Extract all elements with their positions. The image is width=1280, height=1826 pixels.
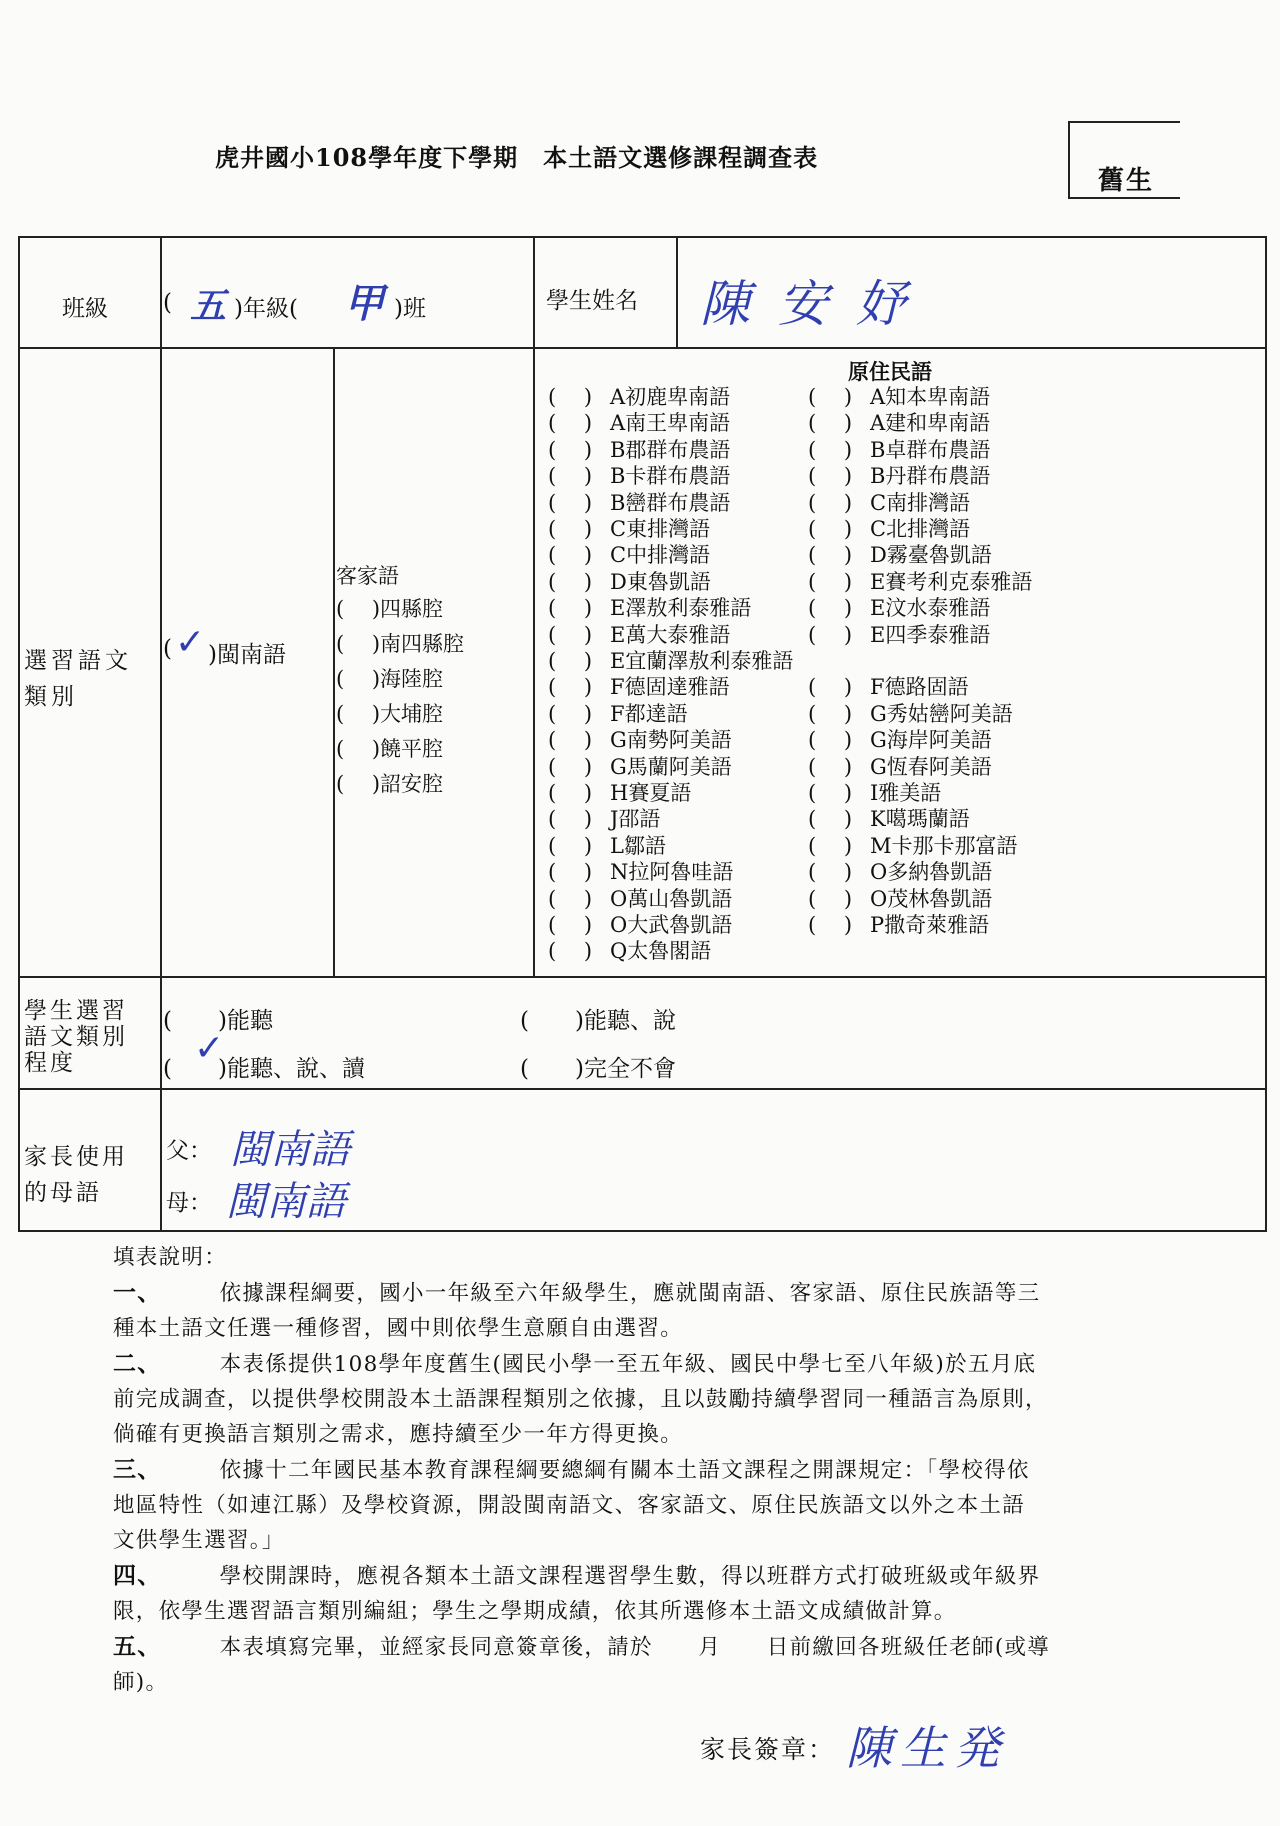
indigenous-option-label: E澤敖利泰雅語 xyxy=(610,596,752,621)
indigenous-option-checkbox[interactable]: ( ) xyxy=(548,754,593,779)
note-5-number: 五、 xyxy=(113,1633,162,1660)
indigenous-option-checkbox[interactable]: ( ) xyxy=(548,913,593,937)
indigenous-option-checkbox[interactable]: ( ) xyxy=(808,569,853,594)
level-option-listen-speak[interactable]: ( )能聽、說 xyxy=(520,1008,676,1034)
indigenous-option-checkbox[interactable]: ( ) xyxy=(548,886,593,911)
indigenous-option-checkbox[interactable]: ( ) xyxy=(548,385,593,409)
note-3-text: 依據十二年國民基本教育課程綱要總綱有關本土語文課程之開課規定：「學校得依 xyxy=(219,1458,1030,1483)
indigenous-option-label: C中排灣語 xyxy=(610,543,711,568)
mother-tongue-label-2: 的母語 xyxy=(24,1180,102,1206)
indigenous-option-checkbox[interactable]: ( ) xyxy=(808,437,853,462)
indigenous-option-label: J邵語 xyxy=(610,807,661,832)
indigenous-option-label: P撒奇萊雅語 xyxy=(870,913,990,937)
indigenous-option-checkbox[interactable]: ( ) xyxy=(808,728,853,753)
hakka-title: 客家語 xyxy=(336,564,399,588)
indigenous-option-label: E汶水泰雅語 xyxy=(870,596,991,621)
indigenous-option-checkbox[interactable]: ( ) xyxy=(808,490,853,515)
indigenous-option-checkbox[interactable]: ( ) xyxy=(808,596,853,621)
note-1-text: 依據課程綱要，國小一年級至六年級學生，應就閩南語、客家語、原住民族語等三 xyxy=(219,1281,1041,1306)
indigenous-option-label: F都達語 xyxy=(610,701,688,726)
level-label-2: 語文類別 xyxy=(24,1024,128,1050)
level-label-3: 程度 xyxy=(24,1050,76,1076)
indigenous-title: 原住民語 xyxy=(848,359,932,384)
note-2-text-cont: 前完成調查，以提供學校開設本土語課程類別之依據，且以鼓勵持續學習同一種語言為原則， xyxy=(113,1387,1048,1412)
grade-suffix: )年級( xyxy=(234,296,298,322)
indigenous-option-checkbox[interactable]: ( ) xyxy=(548,622,593,647)
minnan-option: )閩南語 xyxy=(208,642,286,668)
note-3-text-cont: 地區特性（如連江縣）及學校資源，開設閩南語文、客家語文、原住民族語文以外之本土語 xyxy=(113,1493,1026,1518)
class-value[interactable]: 甲 xyxy=(344,281,384,327)
indigenous-option-label: I雅美語 xyxy=(870,781,942,805)
note-4-text: 學校開課時，應視各類本土語文課程選習學生數，得以班群方式打破班級或年級界 xyxy=(219,1564,1041,1589)
indigenous-option-checkbox[interactable]: ( ) xyxy=(548,464,593,489)
indigenous-option-label: O多納魯凱語 xyxy=(870,860,993,885)
indigenous-option-checkbox[interactable]: ( ) xyxy=(548,860,593,885)
minnan-open-paren: ( xyxy=(163,636,172,662)
class-label: 班級 xyxy=(62,296,108,322)
indigenous-option-label: O萬山魯凱語 xyxy=(610,886,733,911)
level-label-1: 學生選習 xyxy=(24,998,128,1024)
indigenous-option-checkbox[interactable]: ( ) xyxy=(548,728,593,753)
indigenous-option-checkbox[interactable]: ( ) xyxy=(548,833,593,858)
indigenous-option-label: F德固達雅語 xyxy=(610,675,730,700)
indigenous-option-checkbox[interactable]: ( ) xyxy=(548,675,593,700)
indigenous-list xyxy=(548,384,1258,974)
level-check-icon[interactable]: ✓ xyxy=(194,1028,225,1069)
indigenous-option-checkbox[interactable]: ( ) xyxy=(548,701,593,726)
note-1-text-cont: 種本土語文任選一種修習，國中則依學生意願自由選習。 xyxy=(113,1316,684,1341)
indigenous-option-label: B卡群布農語 xyxy=(610,464,731,489)
indigenous-option-checkbox[interactable]: ( ) xyxy=(808,860,853,885)
indigenous-option-checkbox[interactable]: ( ) xyxy=(808,385,853,409)
indigenous-option-checkbox[interactable]: ( ) xyxy=(808,913,853,937)
hakka-option[interactable]: ( )饒平腔 xyxy=(336,737,444,761)
level-option-none[interactable]: ( )完全不會 xyxy=(520,1056,676,1082)
indigenous-option-label: E四季泰雅語 xyxy=(870,622,991,647)
indigenous-option-checkbox[interactable]: ( ) xyxy=(548,411,593,436)
indigenous-option-label: H賽夏語 xyxy=(610,781,692,805)
indigenous-option-label: C南排灣語 xyxy=(870,490,971,515)
indigenous-option-checkbox[interactable]: ( ) xyxy=(808,833,853,858)
indigenous-option-checkbox[interactable]: ( ) xyxy=(808,781,853,805)
indigenous-option-label: Q太魯閣語 xyxy=(610,939,712,964)
father-label: 父： xyxy=(166,1138,212,1164)
indigenous-option-label: B巒群布農語 xyxy=(610,490,731,515)
indigenous-option-label: O茂林魯凱語 xyxy=(870,886,993,911)
indigenous-option-label: A知本卑南語 xyxy=(870,385,991,409)
indigenous-option-label: G海岸阿美語 xyxy=(870,728,992,753)
hakka-option[interactable]: ( )大埔腔 xyxy=(336,702,444,726)
note-2-number: 二、 xyxy=(113,1350,162,1377)
language-category-label-2: 類別 xyxy=(24,684,78,710)
note-3-number: 三、 xyxy=(113,1456,162,1483)
grade-open-paren: ( xyxy=(163,290,172,316)
form-title: 虎井國小108學年度下學期 本土語文選修課程調查表 xyxy=(215,143,819,172)
indigenous-option-label: E宜蘭澤敖利泰雅語 xyxy=(610,649,794,673)
indigenous-option-label: B郡群布農語 xyxy=(610,437,731,462)
hakka-option[interactable]: ( )南四縣腔 xyxy=(336,632,465,656)
indigenous-option-label: F德路固語 xyxy=(870,675,969,700)
indigenous-option-checkbox[interactable]: ( ) xyxy=(808,807,853,832)
mother-language[interactable]: 閩南語 xyxy=(226,1179,346,1225)
level-option-listen[interactable]: ( )能聽 xyxy=(163,1008,273,1034)
note-4-text-cont: 限，依學生選習語言類別編組；學生之學期成績，依其所選修本土語文成績做計算。 xyxy=(113,1599,957,1624)
indigenous-option-checkbox[interactable]: ( ) xyxy=(808,543,853,568)
indigenous-option-checkbox[interactable]: ( ) xyxy=(548,490,593,515)
indigenous-option-label: L鄒語 xyxy=(610,833,666,858)
indigenous-option-label: G馬蘭阿美語 xyxy=(610,754,732,779)
indigenous-option-checkbox[interactable]: ( ) xyxy=(808,886,853,911)
indigenous-option-label: D東魯凱語 xyxy=(610,569,711,594)
indigenous-option-checkbox[interactable]: ( ) xyxy=(808,675,853,700)
signature-value[interactable]: 陳生発 xyxy=(846,1721,1008,1775)
indigenous-option-checkbox[interactable]: ( ) xyxy=(808,464,853,489)
minnan-check-icon[interactable]: ✓ xyxy=(175,622,206,663)
indigenous-option-checkbox[interactable]: ( ) xyxy=(548,807,593,832)
indigenous-option-label: N拉阿魯哇語 xyxy=(610,860,734,885)
hakka-option[interactable]: ( )詔安腔 xyxy=(336,772,444,796)
grade-value[interactable]: 五 xyxy=(190,286,227,327)
indigenous-option-checkbox[interactable]: ( ) xyxy=(548,649,593,673)
note-2-text-cont2: 倘確有更換語言類別之需求，應持續至少一年方得更換。 xyxy=(113,1422,684,1447)
indigenous-option-checkbox[interactable]: ( ) xyxy=(548,543,593,568)
indigenous-option-label: A初鹿卑南語 xyxy=(610,385,731,409)
level-option-listen-label: )能聽 xyxy=(217,1008,273,1034)
mother-label: 母： xyxy=(166,1190,212,1216)
indigenous-option-checkbox[interactable]: ( ) xyxy=(808,517,853,541)
indigenous-option-label: B丹群布農語 xyxy=(870,464,991,489)
level-option-none-label: )完全不會 xyxy=(574,1056,676,1082)
hakka-option[interactable]: ( )四縣腔 xyxy=(336,597,444,621)
signature-label: 家長簽章： xyxy=(700,1735,836,1764)
indigenous-option-label: E萬大泰雅語 xyxy=(610,622,731,647)
indigenous-option-label: G秀姑巒阿美語 xyxy=(870,701,1013,726)
indigenous-option-label: A南王卑南語 xyxy=(610,411,731,436)
note-3-text-cont2: 文供學生選習。」 xyxy=(113,1528,285,1553)
indigenous-option-checkbox[interactable]: ( ) xyxy=(548,437,593,462)
indigenous-option-label: G南勢阿美語 xyxy=(610,728,732,753)
level-option-full-label: )能聽、說、讀 xyxy=(217,1056,365,1082)
status-tag: 舊生 xyxy=(1098,166,1155,196)
student-name-value[interactable]: 陳 安 妤 xyxy=(700,275,912,333)
indigenous-option-label: A建和卑南語 xyxy=(870,411,991,436)
indigenous-option-label: O大武魯凱語 xyxy=(610,913,733,937)
note-4-number: 四、 xyxy=(113,1562,162,1589)
indigenous-option-label: C東排灣語 xyxy=(610,517,711,541)
indigenous-option-label: E賽考利克泰雅語 xyxy=(870,569,1033,594)
language-category-label-1: 選習語文 xyxy=(24,648,132,674)
instructions-heading: 填表說明： xyxy=(113,1245,228,1270)
indigenous-option-label: G恆春阿美語 xyxy=(870,754,992,779)
note-5-text-cont: 師)。 xyxy=(113,1670,169,1695)
indigenous-option-label: K噶瑪蘭語 xyxy=(870,807,970,832)
indigenous-option-checkbox[interactable]: ( ) xyxy=(808,701,853,726)
level-option-listen-speak-label: )能聽、說 xyxy=(574,1008,676,1034)
note-2-text: 本表係提供108學年度舊生(國民小學一至五年級、國民中學七至八年級)於五月底 xyxy=(219,1352,1037,1377)
level-option-full[interactable]: ( )能聽、說、讀 xyxy=(163,1056,365,1082)
indigenous-option-label: D霧臺魯凱語 xyxy=(870,543,992,568)
indigenous-option-checkbox[interactable]: ( ) xyxy=(548,596,593,621)
indigenous-option-checkbox[interactable]: ( ) xyxy=(808,622,853,647)
indigenous-option-label: C北排灣語 xyxy=(870,517,971,541)
hakka-option[interactable]: ( )海陸腔 xyxy=(336,667,444,691)
instructions xyxy=(113,1240,1193,1700)
mother-tongue-label-1: 家長使用 xyxy=(24,1144,128,1170)
indigenous-option-label: M卡那卡那富語 xyxy=(870,833,1018,858)
indigenous-option-checkbox[interactable]: ( ) xyxy=(548,939,593,964)
note-1-number: 一、 xyxy=(113,1279,162,1306)
indigenous-option-checkbox[interactable]: ( ) xyxy=(548,781,593,805)
student-name-label: 學生姓名 xyxy=(546,288,638,314)
indigenous-option-checkbox[interactable]: ( ) xyxy=(808,754,853,779)
indigenous-option-checkbox[interactable]: ( ) xyxy=(548,517,593,541)
class-suffix: )班 xyxy=(394,296,426,322)
indigenous-option-label: B卓群布農語 xyxy=(870,437,991,462)
indigenous-option-checkbox[interactable]: ( ) xyxy=(548,569,593,594)
father-language[interactable]: 閩南語 xyxy=(230,1127,350,1173)
indigenous-option-checkbox[interactable]: ( ) xyxy=(808,411,853,436)
note-5-text: 本表填寫完畢，並經家長同意簽章後，請於 月 日前繳回各班級任老師(或導 xyxy=(219,1635,1051,1660)
